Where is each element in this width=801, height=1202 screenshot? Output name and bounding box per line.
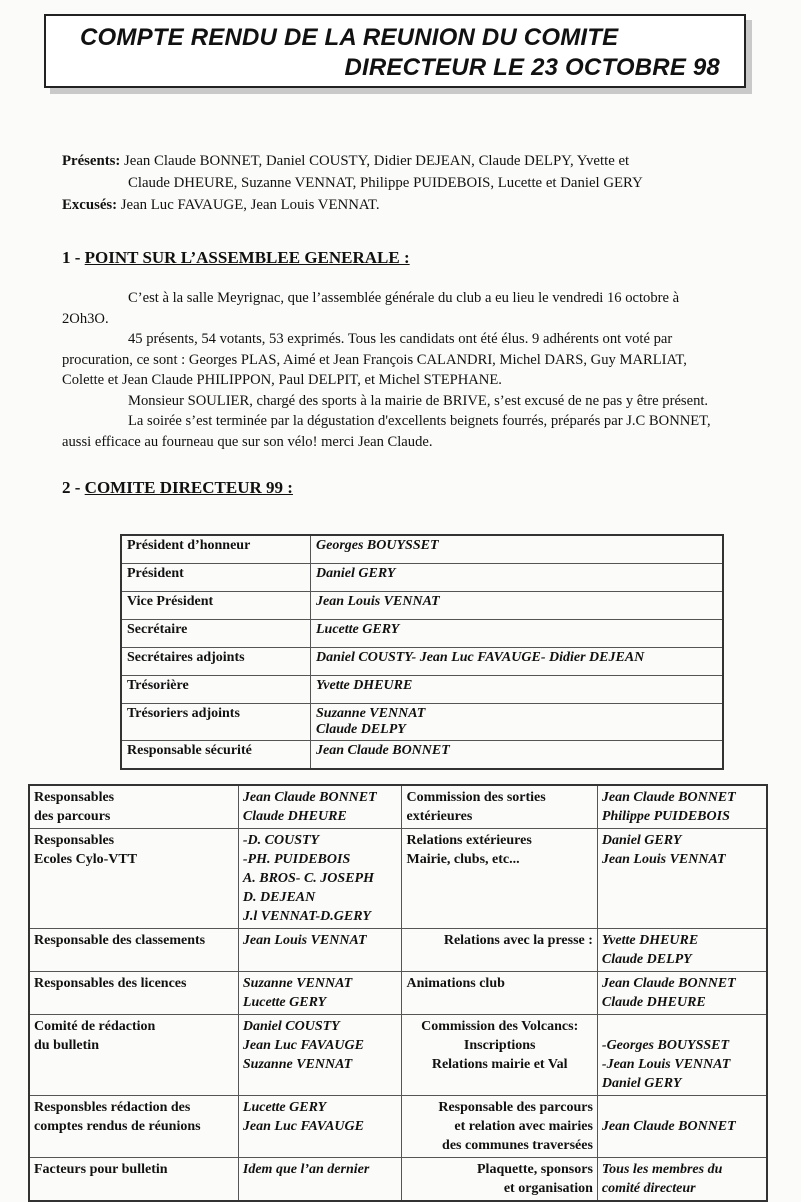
committee-members-right: Daniel GERY Jean Louis VENNAT bbox=[597, 829, 767, 929]
section1-heading bbox=[62, 248, 410, 268]
committee-members-left: Lucette GERY Jean Luc FAVAUGE bbox=[238, 1096, 402, 1158]
committee-role-left: Facteurs pour bulletin bbox=[29, 1158, 238, 1202]
present-list-continued: Claude DHEURE, Suzanne VENNAT, Philippe PUIDEBOIS, Lucette et Daniel GERY bbox=[128, 175, 643, 191]
committee-row bbox=[29, 1015, 767, 1096]
board-member: Daniel GERY bbox=[311, 564, 724, 592]
board-role: Secrétaires adjoints bbox=[121, 648, 311, 676]
board-row bbox=[121, 592, 723, 620]
committee-members-right: -Georges BOUYSSET -Jean Louis VENNAT Daniel GERY bbox=[597, 1015, 767, 1096]
committee-row bbox=[29, 785, 767, 829]
paragraph: La soirée s’est terminée par la dégustation d'excellents beignets fourrés, préparés par J.C BONNET, aussi efficace au fourneau que sur son vélo! merci Jean Claude. bbox=[62, 413, 711, 450]
committee-row bbox=[29, 829, 767, 929]
committee-role-right: Relations extérieures Mairie, clubs, etc... bbox=[402, 829, 597, 929]
board-member: Daniel COUSTY- Jean Luc FAVAUGE- Didier DEJEAN bbox=[311, 648, 724, 676]
committee-role-right: Commission des sorties extérieures bbox=[402, 785, 597, 829]
committee-row bbox=[29, 972, 767, 1015]
committee-role-left: Responsables des parcours bbox=[29, 785, 238, 829]
board-member: Georges BOUYSSET bbox=[311, 535, 724, 564]
board-row bbox=[121, 620, 723, 648]
title-box bbox=[44, 14, 746, 88]
paragraph: Monsieur SOULIER, chargé des sports à la mairie de BRIVE, s’est excusé de ne pas y être présent. bbox=[128, 392, 709, 409]
committee-members-left: Jean Louis VENNAT bbox=[238, 929, 402, 972]
committee-members-right: Jean Claude BONNET Claude DHEURE bbox=[597, 972, 767, 1015]
committee-members-right: Tous les membres du comité directeur bbox=[597, 1158, 767, 1202]
committee-role-left: Responsbles rédaction des comptes rendus de réunions bbox=[29, 1096, 238, 1158]
committee-role-right: Animations club bbox=[402, 972, 597, 1015]
committee-row bbox=[29, 929, 767, 972]
board-member: Yvette DHEURE bbox=[311, 676, 724, 704]
committee-members-left: Idem que l’an dernier bbox=[238, 1158, 402, 1202]
board-member: Jean Claude BONNET bbox=[311, 741, 724, 770]
committee-role-left: Responsables des licences bbox=[29, 972, 238, 1015]
section1-body bbox=[62, 288, 722, 452]
board-row bbox=[121, 676, 723, 704]
document-title-line1: COMPTE RENDU DE LA REUNION DU COMITE bbox=[80, 24, 619, 51]
board-role: Responsable sécurité bbox=[121, 741, 311, 770]
committee-row bbox=[29, 1096, 767, 1158]
paragraph: 45 présents, 54 votants, 53 exprimés. Tous les candidats ont été élus. 9 adhérents ont voté par procuration, ce sont : Georges PLAS, Aimé et Jean François CALANDRI, Michel DARS, Guy MARLIAT, Colette et Jean Claude PHILIPPON, Paul DELPIT, et Michel STEPHANE. bbox=[62, 331, 687, 388]
board-role: Trésoriers adjoints bbox=[121, 704, 311, 741]
present-list: Jean Claude BONNET, Daniel COUSTY, Didier DEJEAN, Claude DELPY, Yvette et bbox=[120, 153, 630, 169]
paragraph: C’est à la salle Meyrignac, que l’assemblée générale du club a eu lieu le vendredi 16 octobre à 2Oh3O. bbox=[62, 290, 680, 327]
committee-members-right: Jean Claude BONNET bbox=[597, 1096, 767, 1158]
board-row bbox=[121, 741, 723, 770]
section2-heading bbox=[62, 478, 293, 498]
committee-role-left: Responsable des classements bbox=[29, 929, 238, 972]
committee-members-right: Yvette DHEURE Claude DELPY bbox=[597, 929, 767, 972]
board-role: Trésorière bbox=[121, 676, 311, 704]
committee-table bbox=[28, 784, 768, 1202]
board-row bbox=[121, 535, 723, 564]
board-role: Secrétaire bbox=[121, 620, 311, 648]
board-row bbox=[121, 564, 723, 592]
excused-label: Excusés: bbox=[62, 197, 118, 213]
committee-members-left: -D. COUSTY -PH. PUIDEBOIS A. BROS- C. JOSEPH D. DEJEAN J.l VENNAT-D.GERY bbox=[238, 829, 402, 929]
section2-title: COMITE DIRECTEUR 99 : bbox=[84, 478, 293, 497]
section2-number: 2 - bbox=[62, 478, 85, 497]
committee-role-right: Relations avec la presse : bbox=[402, 929, 597, 972]
board-row bbox=[121, 648, 723, 676]
committee-role-left: Responsables Ecoles Cylo-VTT bbox=[29, 829, 238, 929]
board-member: Lucette GERY bbox=[311, 620, 724, 648]
board-role: Vice Président bbox=[121, 592, 311, 620]
excused-list: Jean Luc FAVAUGE, Jean Louis VENNAT. bbox=[117, 197, 380, 213]
board-row bbox=[121, 704, 723, 741]
board-member: Suzanne VENNAT Claude DELPY bbox=[311, 704, 724, 741]
committee-row bbox=[29, 1158, 767, 1202]
document-title-line2: DIRECTEUR LE 23 OCTOBRE 98 bbox=[344, 54, 720, 81]
board-role: Président bbox=[121, 564, 311, 592]
committee-role-right: Responsable des parcours et relation avec mairies des communes traversées bbox=[402, 1096, 597, 1158]
section1-number: 1 - bbox=[62, 248, 85, 267]
board-role: Président d’honneur bbox=[121, 535, 311, 564]
committee-members-left: Suzanne VENNAT Lucette GERY bbox=[238, 972, 402, 1015]
board-member: Jean Louis VENNAT bbox=[311, 592, 724, 620]
committee-role-left: Comité de rédaction du bulletin bbox=[29, 1015, 238, 1096]
committee-members-left: Jean Claude BONNET Claude DHEURE bbox=[238, 785, 402, 829]
section1-title: POINT SUR L’ASSEMBLEE GENERALE : bbox=[84, 248, 410, 267]
present-label: Présents: bbox=[62, 153, 121, 169]
board-table bbox=[120, 534, 724, 770]
committee-role-right: Commission des Volcancs: Inscriptions Relations mairie et Val bbox=[402, 1015, 597, 1096]
committee-role-right: Plaquette, sponsors et organisation bbox=[402, 1158, 597, 1202]
committee-members-left: Daniel COUSTY Jean Luc FAVAUGE Suzanne VENNAT bbox=[238, 1015, 402, 1096]
committee-members-right: Jean Claude BONNET Philippe PUIDEBOIS bbox=[597, 785, 767, 829]
